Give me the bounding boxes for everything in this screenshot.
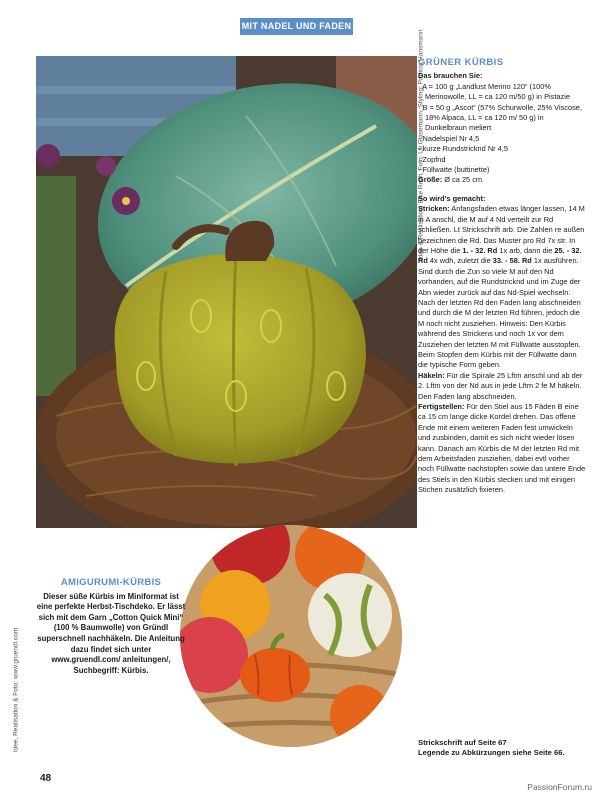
haekeln-paragraph <box>418 371 586 402</box>
material-item: · Zopfnd <box>418 155 586 165</box>
legend-page-ref: Legende zu Abkürzungen siehe Seite 66. <box>418 748 565 758</box>
material-item: · Nadelspiel Nr 4,5 <box>418 134 586 144</box>
stricken-paragraph <box>418 204 586 298</box>
watermark: PassionForum.ru <box>527 782 592 792</box>
size-line <box>418 175 586 185</box>
size-value: Ø ca 25 cm <box>442 175 483 185</box>
text-run: Für die Spirale 25 Lftm anschl und ab der 2. Lftm von der Nd aus in jede Lftm 2 fe M häkeln. Den Faden lang abschneiden. <box>418 370 583 401</box>
circle-photo-amigurumi-pumpkins <box>180 525 402 747</box>
pattern-instructions <box>417 29 586 496</box>
fertig-paragraph <box>418 402 586 496</box>
round-range: 1. - 32. Rd <box>462 245 498 255</box>
amigurumi-text: Dieser süße Kürbis im Miniformat ist eine perfekte Herbst-Tischdeko. Er lässt sich mit dem Garn „Cotton Quick Mini“ (100 % Baumwolle) von Gründl superschnell nachhäkeln. Die Anleitung dazu findet sich unter www.gruendl.com/ anleitungen/, Suchbegriff: Kürbis. <box>36 591 186 675</box>
materials-heading: Das brauchen Sie: <box>418 71 483 81</box>
size-label: Größe: <box>418 175 443 185</box>
amigurumi-title: AMIGURUMI-KÜRBIS <box>60 577 162 588</box>
material-item: · A = 100 g „Landlust Merino 120“ (100% Merinowolle, LL = ca 120 m/50 g) in Pistazie <box>418 82 586 103</box>
chart-page-ref: Strickschrift auf Seite 67 <box>418 738 507 747</box>
stricken-note: Nach der letzten Rd den Faden lang abschneiden und durch die M der letzten Rd führen, jedoch die M noch nicht zusziehen. Hinweis: Den Kürbis während des Strickens und noch 1x vor dem Zusziehen der letzten M mit Füllwatte ausstopfen. Beim Stopfen dem Kürbis mit der Füllwatte dann die typische Form geben. <box>418 297 581 370</box>
photo-credit-bottom: Idee, Realisation & Foto: www.gruendl.com <box>12 627 20 753</box>
stricken-label: Stricken: <box>418 204 450 214</box>
text-run: 1x arb, dann die <box>497 245 555 255</box>
round-range: 33. - 58. Rd <box>492 256 532 266</box>
text-run: Für den Stiel aus 15 Fäden B eine ca 15 cm lange dicke Kordel drehen. Das offene Ende mit einem weiteren Faden fest umwickeln und zusbinden, damit es sich nicht wieder lösen kann. Danach am Kürbis die M der letzten Rd mit dem Arbeitsfaden zusziehen, dabei evtl vorher noch Füllwatte nachstopfen sowie das untere Ende des Stiels in den Kürbis stecken und mit einigen Stichen zusätzlich fixieren. <box>418 402 586 495</box>
text-run: Anfangsfaden etwas länger lassen, 14 M in A anschl, die M auf 4 Nd verteilt zur Rd schließen. Lt Strickschrift arb. Die Zahlen re außen bezeichnen die Rd. Das Muster pro Rd 7x str. In der Höhe die <box>418 204 585 255</box>
material-item: · B = 50 g „Ascot“ (57% Schurwolle, 25% Viscose, 18% Alpaca, LL = ca 120 m/ 50 g) in Dunkelbraun meliert <box>418 103 586 134</box>
material-item: · kurze Rundstricknd Nr 4,5 <box>418 144 586 154</box>
howto-heading: So wird's gemacht: <box>418 193 486 203</box>
fertig-label: Fertigstellen: <box>418 402 465 411</box>
material-item: · Füllwatte (buttinette) <box>418 165 586 175</box>
text-run: 1x ausführen. Sind durch die Zun so viele M auf den Nd vorhanden, auf die Rundstricknd und im Zuge der Abn wieder zurück auf das Nd-Spiel wechseln. <box>418 256 581 297</box>
page-number: 48 <box>40 773 52 784</box>
haekeln-label: Häkeln: <box>418 370 445 380</box>
chart-reference <box>418 738 586 759</box>
photo-credit-top: Idee & Realisation: Elke Reith, Foto: Uli Glasemann, Styling: Patricia Hansmann <box>417 29 425 260</box>
section-header: MIT NADEL UND FADEN <box>240 18 353 35</box>
text-run: 4x wdh, zuletzt die <box>427 256 493 266</box>
round-range: 25. - 32. Rd <box>418 245 582 266</box>
main-photo-knitted-pumpkin <box>36 56 417 528</box>
pattern-title: GRÜNER KÜRBIS <box>418 57 504 68</box>
amigurumi-box <box>36 578 186 676</box>
